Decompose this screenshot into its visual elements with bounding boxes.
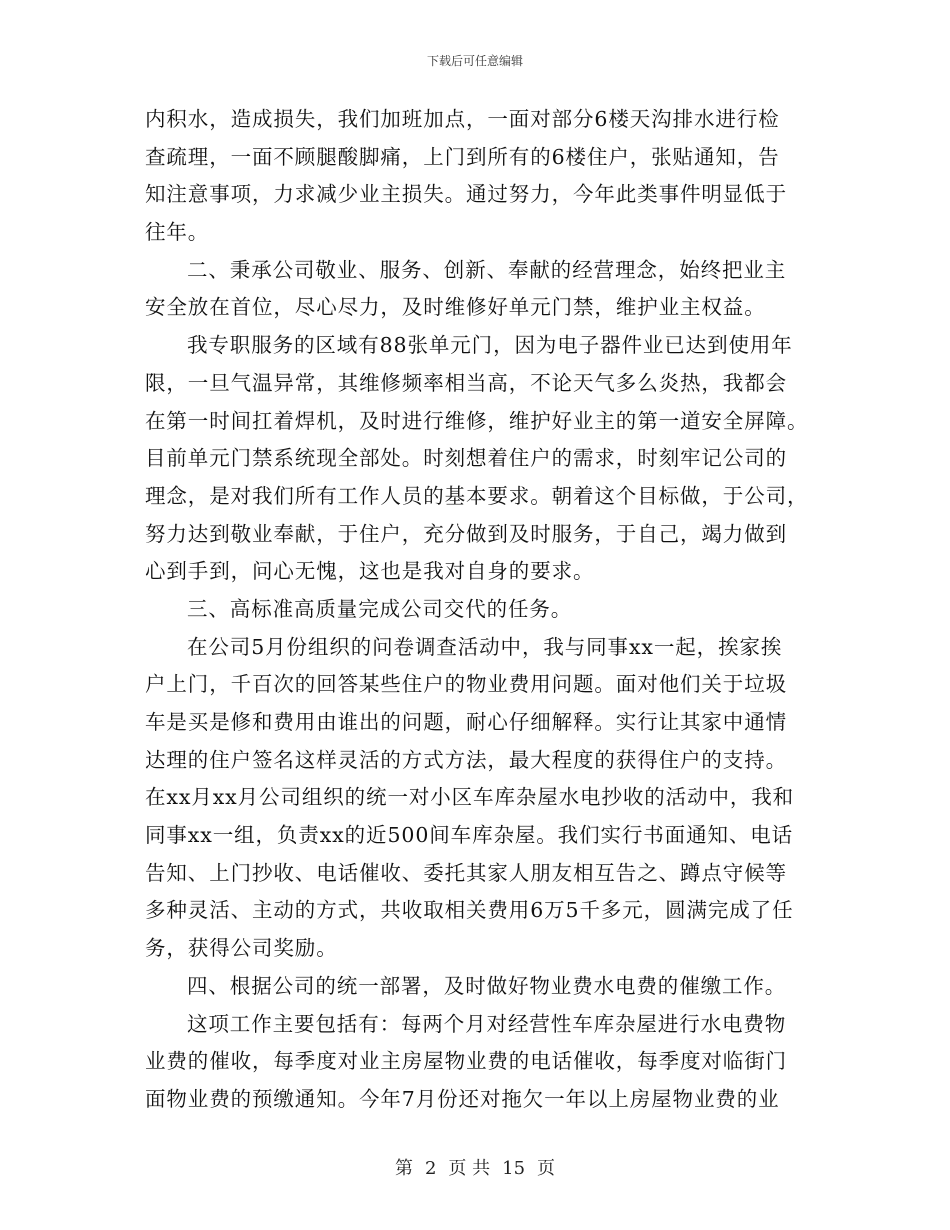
body-line: 户上门，千百次的回答某些住户的物业费用问题。面对他们关于垃圾 [145,672,787,697]
paragraph-start: 我专职服务的区域有88张单元门，因为电子器件业已达到使用年 [187,333,793,358]
body-line: 同事xx一组，负责xx的近500间车库杂屋。我们实行书面通知、电话 [145,823,794,848]
body-line: 面物业费的预缴通知。今年7月份还对拖欠一年以上房屋物业费的业 [145,1086,780,1111]
body-line: 安全放在首位，尽心尽力，及时维修好单元门禁，维护业主权益。 [145,295,766,320]
section-heading: 四、根据公司的统一部署，及时做好物业费水电费的催缴工作。 [187,973,787,998]
page-current: 2 [424,1158,437,1179]
body-line: 内积水，造成损失，我们加班加点，一面对部分6楼天沟排水进行检 [145,107,780,131]
document-body [145,101,810,1119]
body-line: 业费的催收，每季度对业主房屋物业费的电话催收，每季度对临街门 [145,1049,787,1074]
body-line: 理念，是对我们所有工作人员的基本要求。朝着这个目标做，于公司， [145,483,809,508]
body-line: 努力达到敬业奉献，于住户，充分做到及时服务，于自己，竭力做到 [145,521,787,546]
section-heading: 三、高标准高质量完成公司交代的任务。 [187,596,573,621]
page-total: 15 [502,1158,526,1179]
body-line: 车是买是修和费用由谁出的问题，耐心仔细解释。实行让其家中通情 [145,710,787,734]
body-line: 在xx月xx月公司组织的统一对小区车库杂屋水电抄收的活动中，我和 [145,785,795,810]
body-line: 目前单元门禁系统现全部处。时刻想着住户的需求，时刻牢记公司的 [145,446,787,471]
page-middle: 页 共 [448,1158,491,1179]
paragraph-start: 在公司5月份组织的问卷调查活动中，我与同事xx一起，挨家挨 [187,634,783,659]
page-suffix: 页 [537,1158,556,1179]
page-prefix: 第 [394,1158,413,1179]
body-line: 心到手到，问心无愧，这也是我对自身的要求。 [145,559,595,584]
section-heading: 二、秉承公司敬业、服务、创新、奉献的经营理念，始终把业主 [187,257,787,282]
body-line: 务，获得公司奖励。 [145,936,338,961]
body-line: 多种灵活、主动的方式，共收取相关费用6万5千多元，圆满完成了任 [145,898,794,923]
body-line: 告知、上门抄收、电话催收、委托其家人朋友相互告之、蹲点守候等 [145,860,787,885]
page-header-note: 下载后可任意编辑 [426,54,523,68]
body-line: 在第一时间扛着焊机，及时进行维修，维护好业主的第一道安全屏障。 [145,408,809,433]
body-line: 知注意事项，力求减少业主损失。通过努力，今年此类事件明显低于 [145,182,787,207]
body-line: 往年。 [145,220,210,245]
page-number-footer [0,1154,950,1180]
body-line: 限，一旦气温异常，其维修频率相当高，不论天气多么炎热，我都会 [145,370,787,395]
body-line: 达理的住户签名这样灵活的方式方法，最大程度的获得住户的支持。 [145,747,787,772]
body-line: 查疏理，一面不顾腿酸脚痛，上门到所有的6楼住户，张贴通知，告 [145,144,780,169]
paragraph-start: 这项工作主要包括有：每两个月对经营性车库杂屋进行水电费物 [187,1011,787,1036]
